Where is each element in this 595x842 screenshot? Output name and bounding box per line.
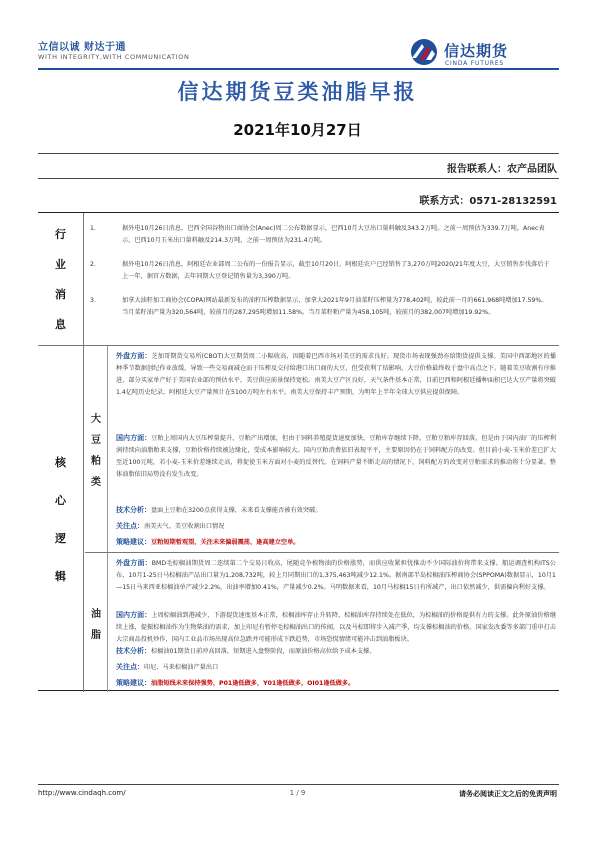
reporter-label: 报告联系人：: [447, 164, 507, 175]
strategy-label: 策略建议：: [116, 538, 151, 546]
phone-label: 联系方式：: [419, 196, 470, 207]
news-text: 加拿大油籽加工商协会(COPA)网站最新发布的油籽压榨数据显示，加拿大2021年9月油菜籽压榨量为778,402吨，较此前一月的661,968吨增加17.59%。当月菜籽油产量为320,564吨，较前月的287,295吨增加11.58%。当月菜籽粕产量为458,105吨，较前月的382,007吨增加19.92%。: [122, 297, 548, 316]
phone-number: 0571-28132591: [469, 196, 557, 207]
subcategory-char: 脂: [91, 629, 101, 641]
header-rule: [38, 68, 559, 70]
subcategory-oil: [85, 553, 108, 692]
oil-domestic-paragraph: [116, 609, 556, 646]
domestic-label: 国内方面：: [116, 611, 152, 619]
outer-label: 外盘方面：: [116, 352, 152, 360]
contact-line: [419, 192, 557, 207]
disclaimer-note: 请务必阅读正文之后的免责声明: [459, 790, 557, 798]
news-item: [90, 223, 552, 246]
news-number: 3.: [90, 297, 96, 304]
logo-en-text: CINDA FUTURES: [445, 60, 505, 67]
slogan-english: WITH INTEGRITY,WITH COMMUNICATION: [38, 53, 190, 61]
news-item: [90, 259, 552, 282]
subcategory-char: 类: [91, 477, 101, 488]
outer-text: 芝加哥期货交易所(CBOT)大豆期货周二小幅收高，因随着巴西市场对美豆的需求良好。现货市场表现强劲亦给期货提供支撑。美国中西部地区的播种季节数据创纪作业放缓，导致一些交易商减仓而于压榨及交付给港口出口商的大豆，但受获利了结影响，大豆价格最终收于盘中高点之下。随着美豆收割有序推进，部分买家单产好于美国农业部的预估水平，美豆供应前景保持宽松。南美大豆产区良好，天气条件基本正常，目前巴西和阿根廷播种面积已达大豆产量将突破1.4亿吨历史纪录，阿根廷大豆产量预计在5100万吨左右水平。南美大豆保持丰产预期，为明年上半年全球大豆供应提供保障。: [116, 353, 557, 396]
divider: [38, 153, 559, 154]
focus-label: 关注点：: [116, 522, 144, 530]
subsection-divider: [85, 552, 559, 553]
subcategory-char: 粕: [91, 456, 101, 467]
strategy-label: 策略建议：: [116, 679, 151, 687]
reporter-line: [447, 160, 557, 175]
logo-cn-text: 信达期货: [444, 42, 509, 60]
soy-focus-paragraph: [116, 520, 556, 533]
category-char: 行: [55, 228, 66, 241]
outer-text: BMD毛棕榈油期货周二连续第二个交易日收高，尾随竞争植物油的价格涨势，而供应收紧担忧推动不少国际油价将带来支撑。船运调查机构ITS公布，10月1-25日马棕榈油产品出口量为1,208,732吨，较上月同期出口的1,375,463吨减少12.1%。据南部半岛棕榈油压榨商协会(SPPOMA)数据显示，10月1—15日马来西亚棕榈油单产减少2.2%，出油率增加0.41%，产量减少0.2%。马明数据来看，10月马棕榈15日有所减产，出口依然减少，供需偏向利好支撑。: [116, 560, 556, 591]
category-char: 核: [55, 456, 66, 469]
news-text: 据外电10月26日消息，阿根廷农业部周二公布的一份报告显示，截至10月20日，阿根廷农户已经销售了3,270万吨2020/21年度大豆，大豆销售步伐落后于上一年，据官方数据，去年同期大豆登记销售量为3,390万吨。: [122, 261, 550, 280]
soy-domestic-paragraph: [116, 432, 556, 481]
strategy-text: 油脂短线未来保持强势，P01逢低做多，Y01逢低做多，OI01逢低做多。: [151, 680, 355, 687]
news-number: 1.: [90, 225, 96, 232]
oil-strategy-paragraph: [116, 677, 556, 690]
oil-tech-paragraph: [116, 645, 556, 658]
focus-text: 印尼、马来棕榈油产量出口: [144, 664, 219, 671]
tech-label: 技术分析：: [116, 647, 151, 655]
domestic-text: 上周棕榈油到港减少，下游提货速度基本正常，棕榈油库存止升转降，棕榈油库存持续处在低位，为棕榈油的价格提供有力的支撑。此外原油价格继续上涨，提振棕榈油作为生物柴油的需求，加上印尼有暂停毛棕榈油出口的传闻，以及马棕即将步入减产季，均支撑棕榈油的价格。国家发改委等多部门重申打击大宗商品投机炒作，国内工业品市场出现高位急跌并可能形成下跌趋势，市场恐慌情绪可能冲击到油脂板块。: [116, 612, 557, 643]
category-char: 消: [55, 288, 66, 301]
domestic-label: 国内方面：: [116, 434, 152, 442]
tech-label: 技术分析：: [116, 506, 151, 514]
focus-text: 南美天气、美豆收割出口情况: [144, 523, 225, 530]
subcategory-soy: [85, 346, 108, 552]
news-text: 据外电10月26日消息，巴西全国谷物出口商协会(Anec)周二公布数据显示，巴西10月大豆出口量料触及343.2万吨。之前一周预估为339.7万吨。Anec表示，巴西10月玉米出口量料触及214.3万吨，之前一周预估为231.4万吨。: [122, 225, 545, 244]
category-char: 辑: [55, 570, 66, 583]
report-table: [38, 212, 559, 691]
category-char: 逻: [55, 532, 66, 545]
outer-label: 外盘方面：: [116, 559, 152, 567]
category-char: 息: [55, 318, 66, 331]
strategy-text: 豆粕短期暂观望，关注未来偏弱震荡，逢高建立空单。: [151, 539, 300, 546]
soy-strategy-paragraph: [116, 536, 556, 549]
report-title: 信达期货豆类油脂早报: [177, 80, 418, 104]
news-item: [90, 295, 552, 318]
section-divider: [38, 345, 559, 346]
footer-rule: [38, 784, 559, 785]
tech-text: 棕榈油01期货日前冲高回落，短期进入盘整阶段，而原油价格高位给予成本支撑。: [151, 648, 376, 655]
divider: [38, 178, 559, 179]
soy-outer-paragraph: [116, 350, 556, 399]
subcategory-char: 油: [91, 608, 101, 620]
footer-url-link[interactable]: http://www.cindaqh.com/: [38, 789, 126, 797]
reporter-name: 农产品团队: [507, 164, 557, 175]
company-logo: [408, 38, 558, 70]
category-char: 心: [55, 494, 66, 507]
oil-focus-paragraph: [116, 661, 556, 674]
logo-mark-icon: [408, 38, 440, 66]
category-core-logic: [38, 346, 84, 692]
tech-text: 盘面上豆粕在3200点获得支撑，未来看支撑能否被有效突破。: [151, 507, 322, 514]
report-date: 2021年10月27日: [233, 121, 362, 139]
domestic-text: 豆粕上周国内大豆压榨量提升，豆粕产出增加，但由于饲料养殖提货速度加快，豆粕库存继续下降。豆粕豆粕库存回落，但是由于国内油厂的压榨利润持续向油脂粕来支撑，豆粕价格持续被边缘化，受成本影响较大。国内豆粕消费依旧表现平平，主要原因仍在于饲料配方的改变。但目前小麦-玉米价差已扩大至近100元吨，若小麦-玉米价差继续走高，将促使玉米方面对小麦的反替代。在饲料产量不断走高的情况下，饲料配方的改变对豆粕需求的推动将十分显著。整体油脂依旧局势没有发生改变。: [116, 435, 557, 478]
category-industry-news: [38, 213, 84, 345]
subcategory-char: 豆: [91, 435, 101, 446]
slogan: 立信以诚 财达于通: [38, 42, 126, 53]
category-char: 业: [55, 258, 66, 271]
page-number: 1 / 9: [289, 789, 306, 797]
soy-tech-paragraph: [116, 504, 556, 517]
news-number: 2.: [90, 261, 96, 268]
focus-label: 关注点：: [116, 663, 144, 671]
subcategory-char: 大: [91, 414, 101, 425]
oil-outer-paragraph: [116, 557, 556, 594]
